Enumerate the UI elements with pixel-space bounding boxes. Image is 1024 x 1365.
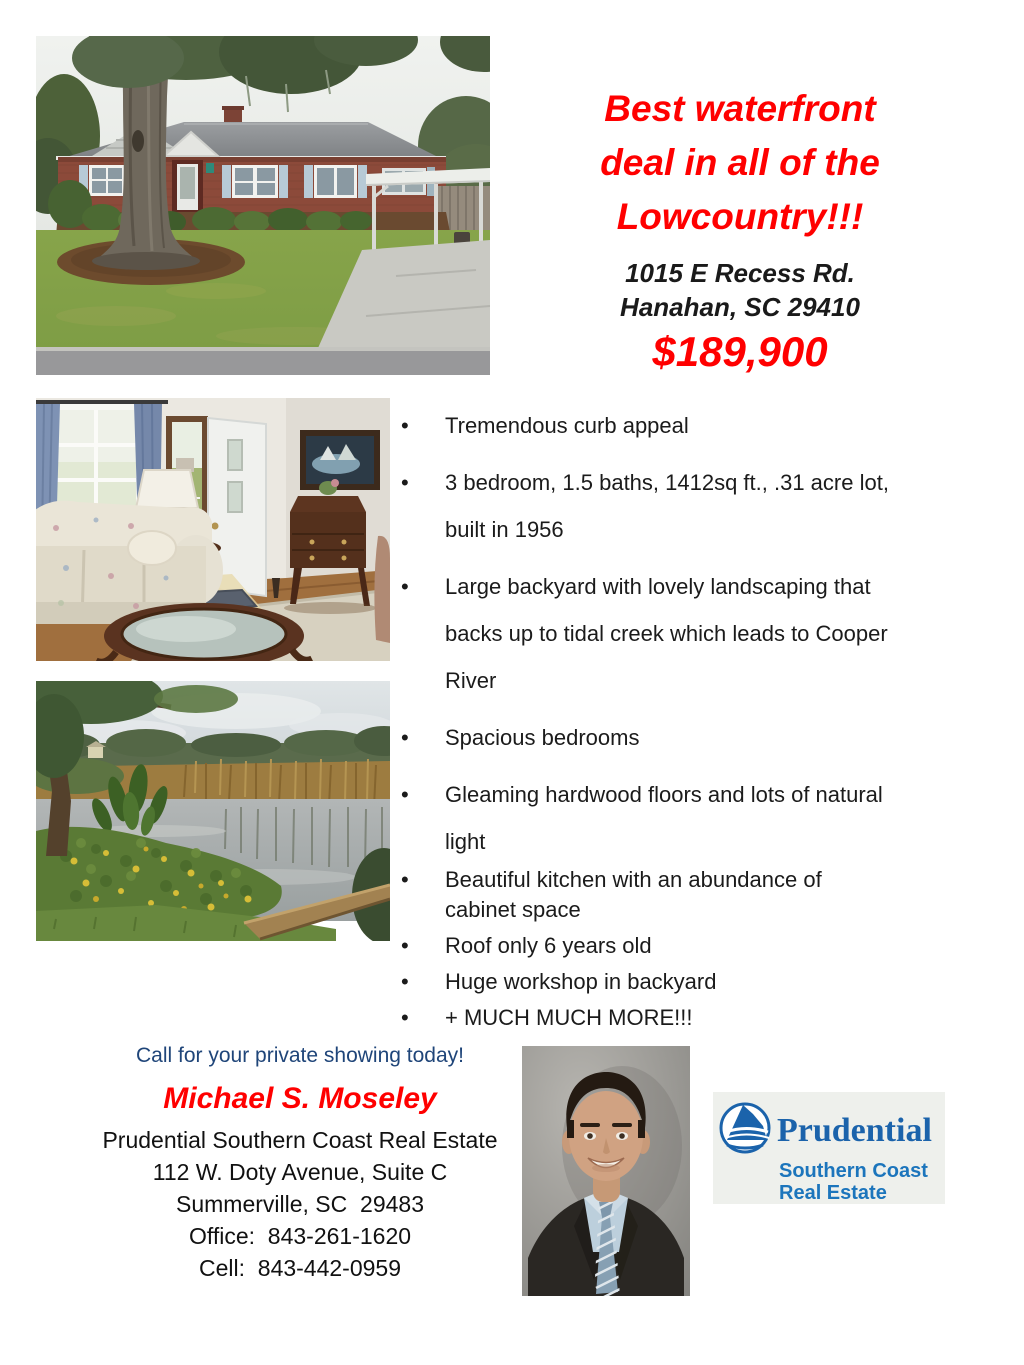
logo-subtext-line2: Real Estate bbox=[779, 1182, 887, 1204]
cell-phone: Cell: 843-442-0959 bbox=[198, 1255, 402, 1281]
company-name: Prudential Southern Coast Real Estate bbox=[102, 1127, 498, 1153]
feature-item: • 3 bedroom, 1.5 baths, 1412sq ft., .31 acre lot, built in 1956 bbox=[393, 459, 893, 553]
contact-block bbox=[60, 1044, 540, 1284]
listing-address-line1: 1015 E Recess Rd. bbox=[625, 258, 855, 288]
feature-item: • Tremendous curb appeal bbox=[393, 402, 893, 449]
listing-price: $189,900 bbox=[652, 328, 828, 375]
tidal-creek-illustration bbox=[36, 681, 390, 941]
feature-item: • Roof only 6 years old bbox=[393, 931, 893, 961]
office-street-address: 112 W. Doty Avenue, Suite C bbox=[152, 1159, 448, 1185]
feature-item: • Beautiful kitchen with an abundance of cabinet space bbox=[393, 865, 893, 925]
living-room-photo bbox=[36, 398, 390, 661]
office-phone: Office: 843-261-1620 bbox=[188, 1223, 412, 1249]
feature-item: • Spacious bedrooms bbox=[393, 714, 893, 761]
prudential-logo-graphic bbox=[713, 1092, 945, 1204]
feature-item: • Gleaming hardwood floors and lots of natural light bbox=[393, 771, 893, 865]
logo-subtext-line1: Southern Coast bbox=[779, 1160, 928, 1182]
feature-item: • + MUCH MUCH MORE!!! bbox=[393, 1003, 893, 1033]
house-exterior-illustration bbox=[36, 36, 490, 375]
office-city-state-zip: Summerville, SC 29483 bbox=[176, 1191, 424, 1217]
headline-line: deal in all of the bbox=[600, 142, 880, 183]
listing-address-line2: Hanahan, SC 29410 bbox=[620, 292, 860, 322]
house-exterior-photo bbox=[36, 36, 490, 375]
headline-line: Best waterfront bbox=[604, 88, 876, 129]
headline bbox=[530, 82, 950, 244]
tidal-creek-photo bbox=[36, 681, 390, 941]
prudential-logo bbox=[713, 1092, 945, 1204]
logo-brand-text: Prudential bbox=[777, 1112, 932, 1149]
feature-list bbox=[393, 402, 985, 1033]
feature-item: • Huge workshop in backyard bbox=[393, 967, 893, 997]
agent-headshot-illustration bbox=[522, 1046, 690, 1296]
call-to-action: Call for your private showing today! bbox=[136, 1044, 464, 1067]
contact-lines bbox=[60, 1124, 540, 1284]
agent-headshot-photo bbox=[522, 1046, 690, 1296]
listing-block bbox=[530, 256, 950, 376]
headline-line: Lowcountry!!! bbox=[616, 196, 864, 237]
agent-name: Michael S. Moseley bbox=[163, 1082, 437, 1115]
feature-item: • Large backyard with lovely landscaping that backs up to tidal creek which leads to Cooper River bbox=[393, 563, 893, 704]
living-room-illustration bbox=[36, 398, 390, 661]
